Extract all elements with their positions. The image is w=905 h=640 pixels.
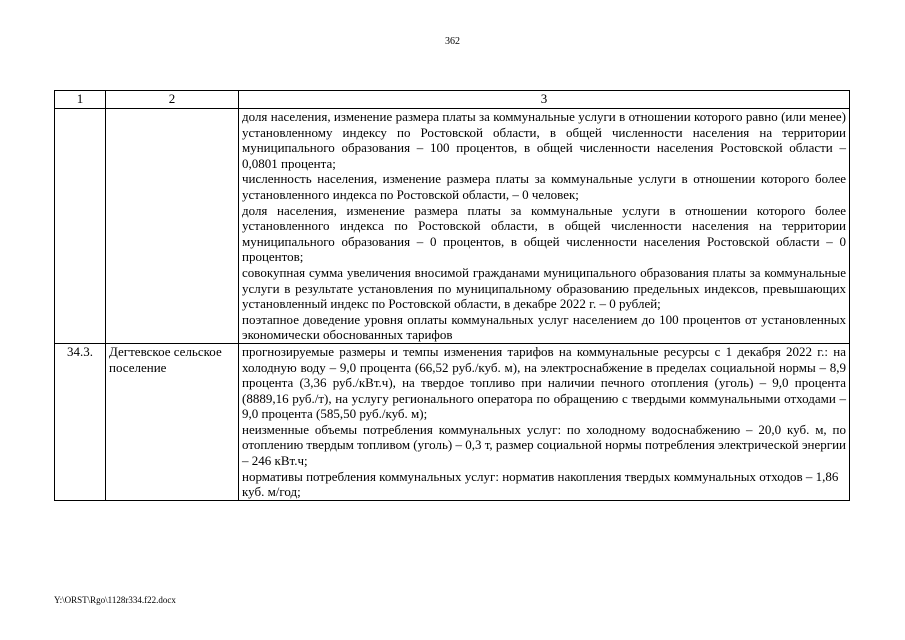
column-header-1: 1 — [55, 91, 106, 109]
paragraph: доля населения, изменение размера платы за коммунальные услуги в отношении которого более установленного индекса по Ростовской области, в общей численности населения на территории муниципального образования – 0 процентов, в общей численности населения Ростовской области – 0 процентов; — [242, 202, 846, 265]
paragraph: доля населения, изменение размера платы за коммунальные услуги в отношении которого равно (или менее) установленному индексу по Ростовской области, в общей численности населения на территории муниципального образования – 100 процентов, в общей численности населения Ростовской области – 0,0801 процента; — [242, 109, 846, 171]
paragraph: поэтапное доведение уровня оплаты коммунальных услуг населением до 100 процентов от установленных экономически обоснованных тарифов — [242, 311, 846, 343]
paragraph: прогнозируемые размеры и темпы изменения тарифов на коммунальные ресурсы с 1 декабря 2022 г.: на холодную воду – 9,0 процента (66,52 руб./куб. м), на электроснабжение в пределах социальной нормы – 8,9 процента (3,36 руб./кВт.ч), на твердое топливо при наличии печного отопления (уголь) – 9,0 процента (8889,16 руб./т), на услугу регионального оператора по обращению с твердыми коммунальными отходами – 9,0 процента (585,50 руб./куб. м); — [242, 343, 846, 422]
column-header-3: 3 — [239, 91, 850, 109]
row-number-cell: 34.3. — [55, 343, 106, 500]
paragraph: совокупная сумма увеличения вносимой гражданами муниципального образования платы за коммунальные услуги в результате установления по муниципальному образованию предельных индексов, превышающих установленный индекс по Ростовской области, в декабре 2022 г. – 0 рублей; — [242, 264, 846, 312]
settlement-name-cell — [106, 109, 239, 344]
page-number: 362 — [445, 36, 460, 47]
document-table — [54, 90, 850, 501]
file-path-footer: Y:\ORST\Rgo\1128r334.f22.docx — [54, 595, 176, 605]
column-header-2: 2 — [106, 91, 239, 109]
row-number-cell — [55, 109, 106, 344]
description-cell — [239, 109, 850, 344]
table-row — [55, 109, 850, 344]
paragraph: численность населения, изменение размера платы за коммунальные услуги в отношении которого более установленного индекса по Ростовской области, – 0 человек; — [242, 171, 846, 202]
paragraph: неизменные объемы потребления коммунальных услуг: по холодному водоснабжению – 20,0 куб. м, по отоплению твердым топливом (уголь) – 0,3 т, размер социальной нормы потребления электрической энергии – 246 кВт.ч; — [242, 421, 846, 469]
table-header-row — [55, 91, 850, 109]
table-row — [55, 343, 850, 500]
description-cell — [239, 343, 850, 500]
paragraph: нормативы потребления коммунальных услуг: норматив накопления твердых коммунальных отходов – 1,86 куб. м/год; — [242, 468, 839, 500]
settlement-name-cell: Дегтевское сельское поселение — [106, 343, 239, 500]
